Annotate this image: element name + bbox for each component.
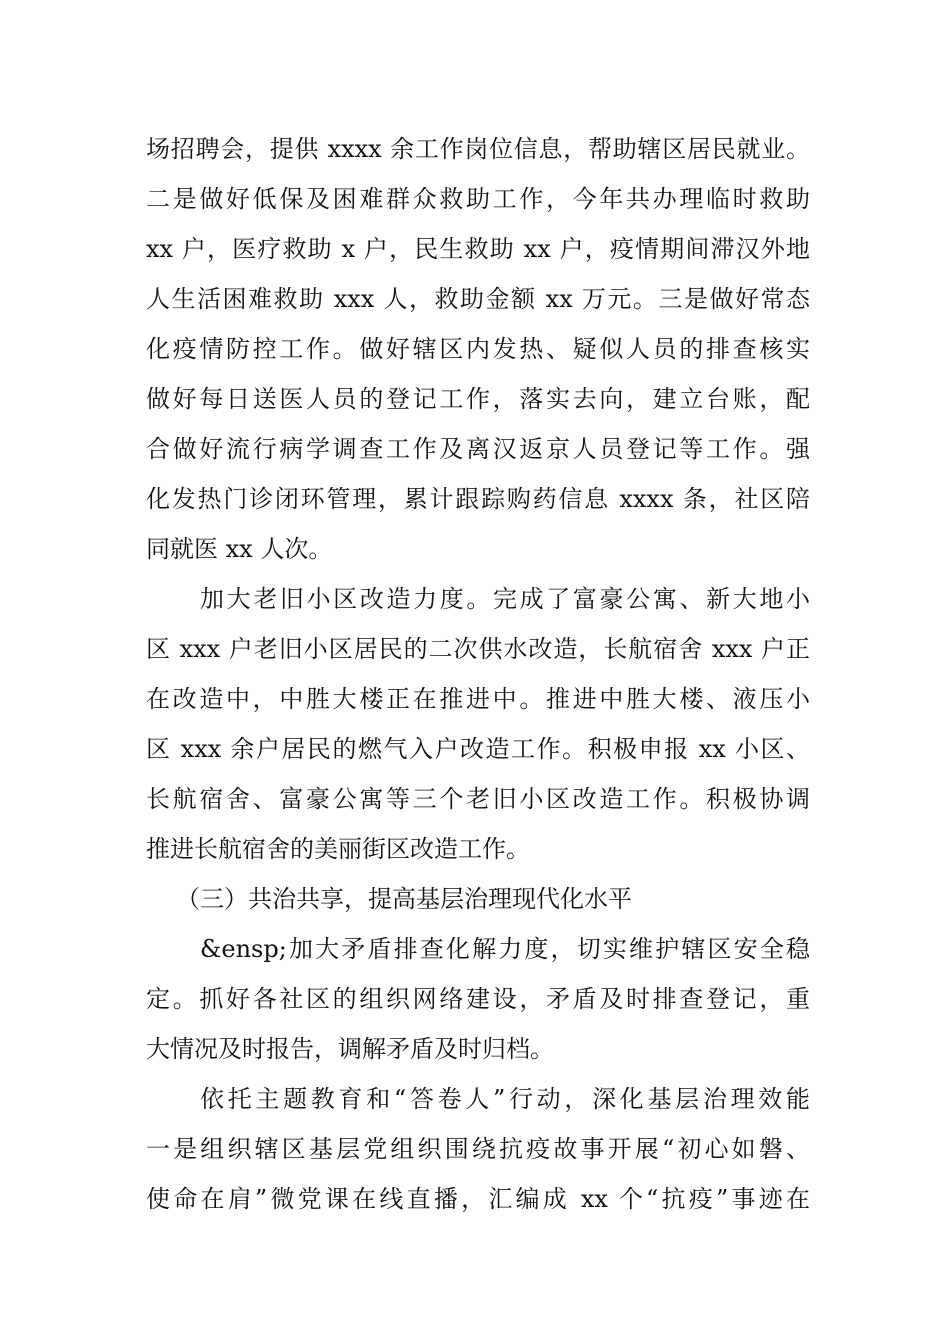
text-line: 长航宿舍、富豪公寓等三个老旧小区改造工作。积极协调 [146,785,810,813]
text-line: xx 户，医疗救助 x 户，民生救助 xx 户，疫情期间滞汉外地 [146,235,810,263]
paragraph-conflict-resolution [146,924,810,1074]
text-line: 二是做好低保及困难群众救助工作，今年共办理临时救助 [146,185,810,213]
text-line: 加大老旧小区改造力度。完成了富豪公寓、新大地小 [200,585,810,613]
paragraph-governance-efficiency [146,1074,810,1224]
section-heading [146,874,810,924]
text-line: 场招聘会，提供 xxxx 余工作岗位信息，帮助辖区居民就业。 [146,135,810,163]
paragraph-old-community-renovation [146,574,810,874]
text-line: 在改造中，中胜大楼正在推进中。推进中胜大楼、液压小 [146,685,810,713]
text-line: 定。抓好各社区的组织网络建设，矛盾及时排查登记，重 [146,985,810,1013]
text-line: 同就医 xx 人次。 [146,535,333,563]
text-line: 化疫情防控工作。做好辖区内发热、疑似人员的排查核实 [146,335,810,363]
text-line: 区 xxx 户老旧小区居民的二次供水改造，长航宿舍 xxx 户正 [146,635,810,663]
text-line: 人生活困难救助 xxx 人，救助金额 xx 万元。三是做好常态 [146,285,810,313]
text-line: 做好每日送医人员的登记工作，落实去向，建立台账，配 [146,385,810,413]
text-line: 化发热门诊闭环管理，累计跟踪购药信息 xxxx 条，社区陪 [146,485,810,513]
text-line: 合做好流行病学调查工作及离汉返京人员登记等工作。强 [146,435,810,463]
document-body [146,124,810,1224]
paragraph-employment-assistance [146,124,810,574]
text-line: 依托主题教育和“答卷人”行动，深化基层治理效能 [200,1085,810,1113]
text-line: 一是组织辖区基层党组织围绕抗疫故事开展“初心如磐、 [146,1135,810,1163]
section-heading-text: （三）共治共享，提高基层治理现代化水平 [176,885,632,913]
text-line: 使命在肩”微党课在线直播，汇编成 xx 个“抗疫”事迹在 [146,1185,810,1213]
text-line: 大情况及时报告，调解矛盾及时归档。 [146,1035,554,1063]
text-line: &ensp;加大矛盾排查化解力度，切实维护辖区安全稳 [200,935,810,963]
text-line: 推进长航宿舍的美丽街区改造工作。 [146,835,530,863]
text-line: 区 xxx 余户居民的燃气入户改造工作。积极申报 xx 小区、 [146,735,810,763]
